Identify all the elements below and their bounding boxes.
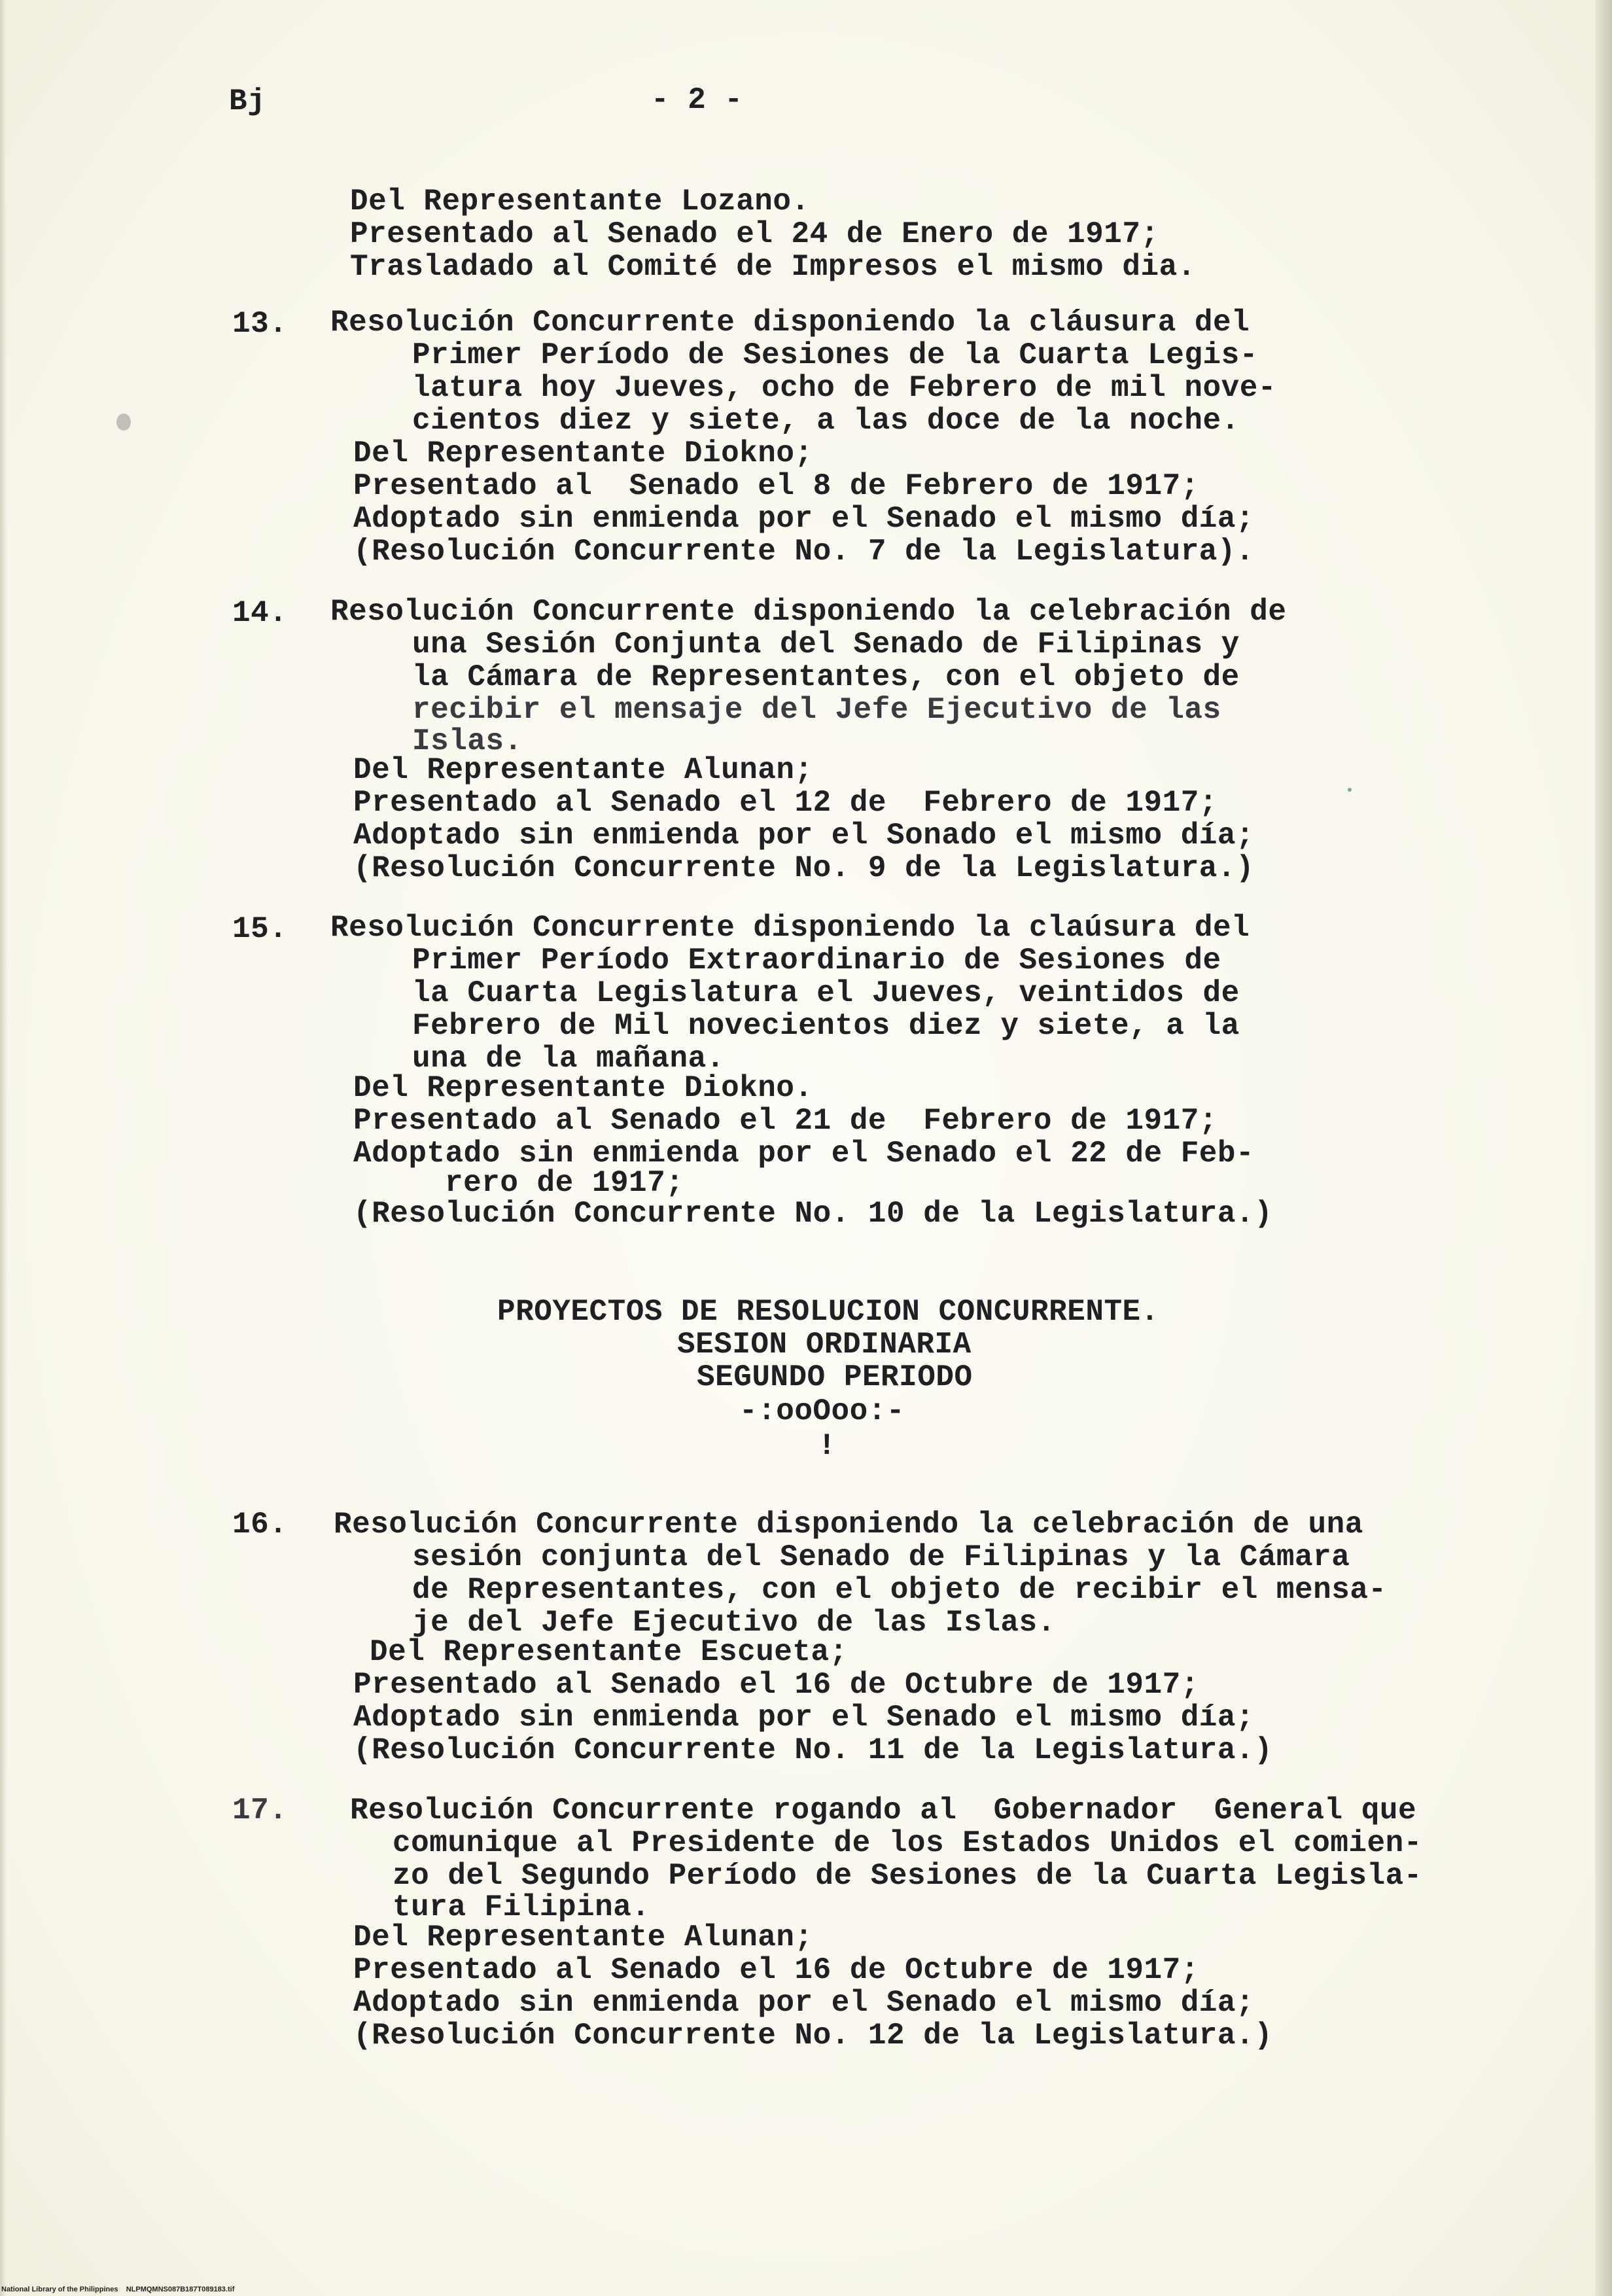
item-16-line-3: de Representantes, con el objeto de recibir el mensa- [412, 1573, 1387, 1607]
scan-smudge [116, 414, 131, 431]
item-17-line-1: Resolución Concurrente rogando al Gobernador General que [350, 1793, 1417, 1828]
item-16-author: Del Representante Escueta; [370, 1635, 848, 1669]
item-15-line-2: Primer Período Extraordinario de Sesiones de [412, 944, 1221, 978]
item-15-line-1: Resolución Concurrente disponiendo la claúsura del [330, 911, 1250, 945]
item-17-line-4: tura Filipina. [393, 1890, 650, 1924]
item-15-number: 15. [232, 912, 288, 946]
item-14-line-3: la Cámara de Representantes, con el objeto de [412, 660, 1240, 694]
item-17-presented: Presentado al Senado el 16 de Octubre de 1917; [353, 1953, 1199, 1987]
item-13-author: Del Representante Diokno; [353, 436, 813, 470]
item-16-adopted: Adoptado sin enmienda por el Senado el mismo día; [353, 1701, 1255, 1735]
item-16-reference: (Resolución Concurrente No. 11 de la Legislatura.) [353, 1733, 1273, 1767]
item-17-line-2: comunique al Presidente de los Estados Unidos el comien- [393, 1826, 1422, 1860]
item-16-number: 16. [232, 1508, 288, 1542]
item-13-reference: (Resolución Concurrente No. 7 de la Legislatura). [353, 535, 1255, 569]
section-ornament: -:ooOoo:- [739, 1394, 905, 1428]
item-15-line-4: Febrero de Mil novecientos diez y siete, a la [412, 1009, 1240, 1043]
item-13-line-3: latura hoy Jueves, ocho de Febrero de mil nove- [412, 371, 1276, 405]
item-17-adopted: Adoptado sin enmienda por el Senado el mismo día; [353, 1986, 1255, 2020]
section-subtitle-2: SEGUNDO PERIODO [697, 1360, 973, 1394]
prev-presented: Presentado al Senado el 24 de Enero de 1917; [350, 217, 1159, 251]
item-16-line-1: Resolución Concurrente disponiendo la celebración de una [334, 1508, 1363, 1542]
item-15-author: Del Representante Diokno. [353, 1071, 813, 1105]
section-subtitle-1: SESION ORDINARIA [677, 1328, 972, 1362]
item-14-number: 14. [232, 596, 288, 630]
item-14-adopted: Adoptado sin enmienda por el Sonado el mismo día; [353, 819, 1255, 853]
paper-edge-left [0, 0, 7, 2296]
item-15-presented: Presentado al Senado el 21 de Febrero de 1917; [353, 1104, 1218, 1138]
item-17-reference: (Resolución Concurrente No. 12 de la Legislatura.) [353, 2019, 1273, 2053]
archive-footer: National Library of the Philippines NLPMQMNS087B187T089183.tif [1, 2286, 235, 2293]
item-16-line-2: sesión conjunta del Senado de Filipinas y la Cámara [412, 1540, 1350, 1574]
paper-edge-right [1595, 0, 1612, 2296]
scan-dot [1348, 788, 1352, 792]
page-number: - 2 - [651, 83, 743, 117]
header-initials: Bj [229, 84, 266, 118]
item-13-line-4: cientos diez y siete, a las doce de la noche. [412, 404, 1240, 438]
item-14-reference: (Resolución Concurrente No. 9 de la Legislatura.) [353, 851, 1255, 885]
item-17-number: 17. [232, 1793, 288, 1828]
item-13-adopted: Adoptado sin enmienda por el Senado el mismo día; [353, 502, 1255, 536]
item-13-presented: Presentado al Senado el 8 de Febrero de 1917; [353, 469, 1199, 503]
item-16-presented: Presentado al Senado el 16 de Octubre de 1917; [353, 1668, 1199, 1702]
item-14-line-5: Islas. [412, 724, 523, 758]
item-14-presented: Presentado al Senado el 12 de Febrero de 1917; [353, 786, 1218, 820]
item-14-author: Del Representante Alunan; [353, 753, 813, 787]
prev-referred: Trasladado al Comité de Impresos el mismo dia. [350, 250, 1196, 284]
prev-author: Del Representante Lozano. [350, 185, 810, 219]
item-15-line-3: la Cuarta Legislatura el Jueves, veintidos de [412, 976, 1240, 1010]
section-title: PROYECTOS DE RESOLUCION CONCURRENTE. [497, 1295, 1159, 1329]
item-13-line-1: Resolución Concurrente disponiendo la cláusura del [330, 306, 1250, 340]
item-13-number: 13. [232, 307, 288, 341]
item-13-line-2: Primer Período de Sesiones de la Cuarta Legis- [412, 338, 1258, 372]
item-14-line-4: recibir el mensaje del Jefe Ejecutivo de las [412, 693, 1221, 727]
item-17-author: Del Representante Alunan; [353, 1920, 813, 1954]
item-16-line-4: je del Jefe Ejecutivo de las Islas. [412, 1606, 1056, 1640]
item-14-line-1: Resolución Concurrente disponiendo la celebración de [330, 595, 1287, 629]
item-15-adopted-1: Adoptado sin enmienda por el Senado el 22 de Feb- [353, 1137, 1255, 1171]
item-15-adopted-2: rero de 1917; [445, 1166, 684, 1200]
item-17-line-3: zo del Segundo Período de Sesiones de la Cuarta Legisla- [393, 1859, 1422, 1893]
item-14-line-2: una Sesión Conjunta del Senado de Filipinas y [412, 627, 1240, 662]
item-15-line-5: una de la mañana. [412, 1042, 725, 1076]
section-ornament-mark: ! [818, 1429, 836, 1463]
item-15-reference: (Resolución Concurrente No. 10 de la Legislatura.) [353, 1197, 1273, 1231]
